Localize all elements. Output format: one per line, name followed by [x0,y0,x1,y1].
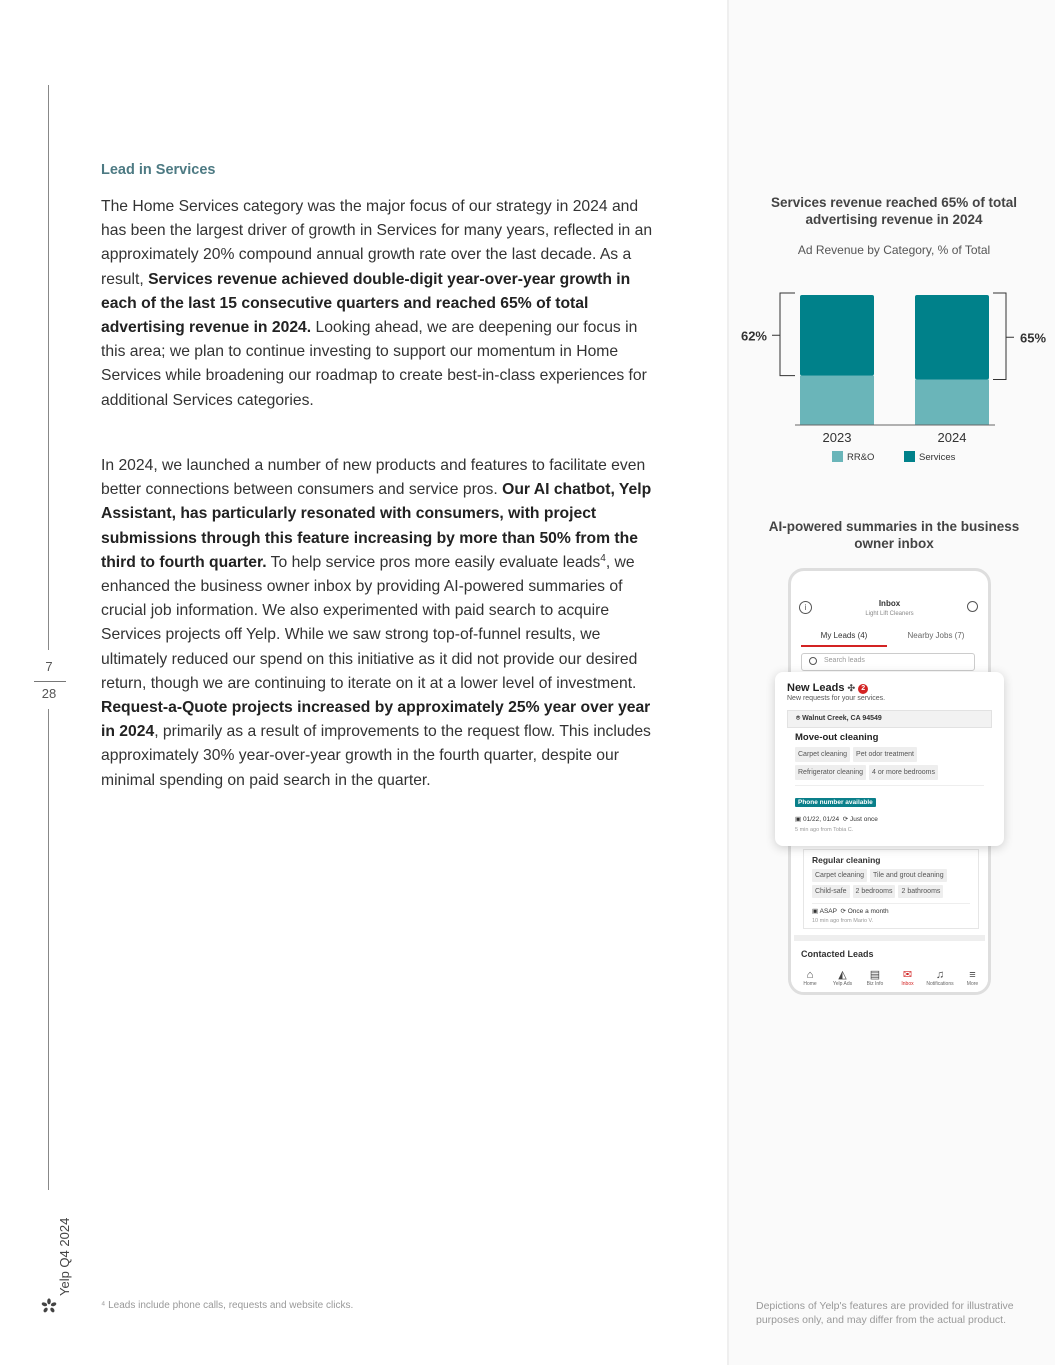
repeat-icon: ⟳ [840,908,846,915]
right-panel-edge [727,0,729,1365]
report-label: Yelp Q4 2024 [57,1217,72,1296]
para2-run: Request-a-Quote projects increased by approximately 25% year over year in 2024 [101,699,651,741]
annotation-2024: 65% [1020,330,1047,346]
lead-tag: Carpet cleaning [812,869,867,882]
bar-services-2024 [915,295,989,380]
para2-run: , primarily as a result of improvements to the request flow. This includes approximately 30% year-over-year growth in the fourth quarter, despite our minimal spending on paid search in the quarter. [101,723,651,789]
para2-run: 4 [600,552,606,564]
lead-2-title: Regular cleaning [812,855,881,865]
nav-home[interactable] [795,969,825,987]
footnote: ⁴ Leads include phone calls, requests and website clicks. [101,1300,354,1311]
calendar-icon: ▣ [812,908,819,915]
sidebar-rule-top [48,85,49,650]
phone-caption: AI-powered summaries in the business owner inbox [768,519,1020,551]
repeat-icon: ⟳ [842,816,849,823]
lead-2-tags [812,867,970,899]
mail-icon: ✉ [902,969,913,981]
lead-tag: Child-safe [812,885,850,898]
lead-tag: Refrigerator cleaning [795,765,866,780]
disclaimer: Depictions of Yelp's features are provided for illustrative purposes only, and may differ from the actual product. [756,1300,1014,1326]
contacted-leads-heading: Contacted Leads [801,949,874,957]
sidebar-rule-bottom [48,709,49,1190]
inbox-subtitle: Light Lift Cleaners [865,611,914,617]
lead-1-tags [795,745,984,781]
bar-rro-2023 [800,376,874,425]
nav-notifications[interactable] [925,969,955,987]
nav-label: Biz Info [866,981,884,987]
lead-1-schedule [795,815,984,823]
store-icon: ▤ [869,969,881,981]
phone-available-badge: Phone number available [795,798,876,807]
lead-tag: 2 bathrooms [898,885,943,898]
nav-biz-info[interactable] [860,969,890,987]
section-separator [794,935,985,941]
page-number-current: 7 [45,659,53,674]
lead-1-from: 5 min ago from Tobia C. [795,827,854,833]
lead-tag: Tile and grout cleaning [870,869,947,882]
chart-subtitle: Ad Revenue by Category, % of Total [797,243,991,257]
paragraph-1 [101,195,661,413]
lead-tag: 4 or more bedrooms [869,765,938,780]
lead-card-2[interactable] [803,849,979,929]
page-number-total: 28 [41,686,57,701]
stacked-bar-chart [727,283,1055,473]
search-icon [809,657,817,665]
legend-label: RR&O [847,452,875,463]
lead-1-frequency: Just once [850,816,878,823]
search-placeholder: Search leads [824,657,865,664]
nav-inbox[interactable] [893,969,923,987]
bar-services-2023 [800,295,874,376]
lead-location: ⌾ Walnut Creek, CA 94549 [787,710,992,728]
para2-run: To help service pros more easily evaluate leads [266,553,601,571]
legend-label: Services [919,452,956,463]
bar-rro-2024 [915,380,989,426]
new-leads-subtitle: New requests for your services. [787,695,886,702]
para2-run: In 2024, we launched a number of new products and features to facilitate even better connections between consumers and service pros. [101,457,646,499]
para1-run: Looking ahead, we are deepening our focus in this area; we plan to continue investing to support our momentum in Home Services while broadening our roadmap to create best-in-class experiences for additional Services categories. [101,319,647,409]
home-icon: ⌂ [806,969,814,981]
lead-2-from: 10 min ago from Mario V. [812,918,874,924]
lead-1-dates: 01/22, 01/24 [802,816,840,823]
lead-tag: Pet odor treatment [853,747,917,762]
tab-active-underline [801,645,887,647]
para1-run: Services revenue achieved double-digit year-over-year growth in each of the last 15 consecutive quarters and reached 65% of total advertising revenue in 2024. [101,270,631,337]
nav-label: More [966,981,979,987]
lead-2-dates: ASAP [819,908,837,915]
megaphone-icon: ◭ [838,969,847,981]
para1-run: The Home Services category was the major focus of our strategy in 2024 and has been the largest driver of growth in Services for many years, reflected in an approximately 20% compound annual growth rate over the last decade. As a result, [101,198,653,288]
paragraph-2 [101,454,661,793]
bell-icon: ♫ [935,969,945,981]
sparkle-icon: ✣ [847,683,856,693]
annotation-2023: 62% [740,328,767,344]
lead-tag: 2 bedrooms [853,885,896,898]
nav-yelp-ads[interactable] [828,969,858,987]
menu-icon: ≡ [969,969,976,981]
yelp-burst-icon [41,1298,57,1314]
lead-1-title: Move-out cleaning [795,732,879,743]
section-title: Lead in Services [101,162,216,178]
nav-label: Inbox [901,981,914,987]
tab-my-leads[interactable]: My Leads (4) [820,631,868,640]
legend-swatch-0 [832,451,843,462]
bracket-2023 [772,293,795,376]
inbox-title: Inbox [878,599,901,608]
x-tick-label: 2023 [822,430,852,445]
new-leads-badge: 2 [858,684,868,694]
location-pin-icon: ⌾ [796,715,801,722]
nav-more[interactable] [958,969,988,987]
legend-swatch-1 [904,451,915,462]
nav-label: Home [803,981,817,987]
chart-title: Services revenue reached 65% of total advertising revenue in 2024 [770,195,1018,227]
nav-label: Yelp Ads [832,981,853,987]
bracket-2024 [993,293,1014,380]
settings-icon[interactable] [967,601,978,612]
calendar-icon: ▣ [795,816,802,823]
nav-label: Notifications [926,981,954,987]
para2-run: Our AI chatbot, Yelp Assistant, has particularly resonated with consumers, with project submissions through this feature increasing by more than 50% from the third to fourth quarter. [101,481,652,571]
info-icon[interactable]: i [799,601,812,614]
tab-nearby-jobs[interactable]: Nearby Jobs (7) [907,631,965,640]
lead-2-schedule [812,903,970,915]
x-tick-label: 2024 [937,430,967,445]
search-input[interactable] [801,653,975,671]
page-number-divider [34,681,66,682]
para2-run: , we enhanced the business owner inbox by providing AI-powered summaries of crucial job information. We also experimented with paid search to acquire Services projects off Yelp. While we saw strong top-of-funnel results, we ultimately reduced our spend on this initiative as it did not provide our desired return, though we are continuing to iterate on it at a lower level of investment. [101,553,638,692]
lead-tag: Carpet cleaning [795,747,850,762]
lead-2-frequency: Once a month [847,908,889,915]
new-leads-card[interactable] [775,672,1004,846]
new-leads-title: New Leads [787,682,845,694]
bottom-nav [791,957,988,995]
